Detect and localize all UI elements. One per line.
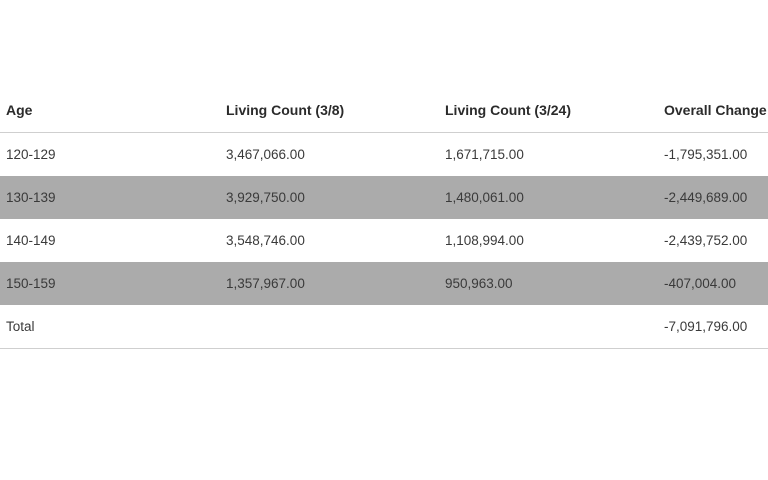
table-row <box>0 133 768 177</box>
living-count-table <box>0 88 768 349</box>
cell-age: 120-129 <box>6 147 56 162</box>
cell-living-count-3-8: 3,467,066.00 <box>226 147 305 162</box>
table-row <box>0 176 768 219</box>
data-table-container <box>0 88 768 349</box>
header-living-count-3-24: Living Count (3/24) <box>439 88 658 133</box>
cell-empty <box>439 305 658 349</box>
cell-living-count-3-24: 1,671,715.00 <box>445 147 524 162</box>
cell-living-count-3-24: 1,108,994.00 <box>445 233 524 248</box>
header-living-count-3-8: Living Count (3/8) <box>220 88 439 133</box>
cell-living-count-3-8: 3,548,746.00 <box>226 233 305 248</box>
cell-living-count-3-24: 1,480,061.00 <box>439 176 658 219</box>
cell-overall-change: -2,449,689.00 <box>658 176 768 219</box>
cell-empty <box>220 305 439 349</box>
cell-age: 150-159 <box>0 262 220 305</box>
header-overall-change: Overall Change <box>658 88 768 133</box>
header-age: Age <box>0 88 220 133</box>
cell-total-label: Total <box>0 305 220 349</box>
cell-overall-change: -2,439,752.00 <box>664 233 748 248</box>
cell-overall-change: -407,004.00 <box>658 262 768 305</box>
table-total-row <box>0 305 768 349</box>
cell-total-overall-change: -7,091,796.00 <box>658 305 768 349</box>
table-header-row <box>0 88 768 133</box>
cell-living-count-3-8: 1,357,967.00 <box>220 262 439 305</box>
cell-living-count-3-8: 3,929,750.00 <box>220 176 439 219</box>
cell-age: 130-139 <box>0 176 220 219</box>
table-row <box>0 219 768 262</box>
table-row <box>0 262 768 305</box>
cell-living-count-3-24: 950,963.00 <box>439 262 658 305</box>
cell-age: 140-149 <box>6 233 56 248</box>
cell-overall-change: -1,795,351.00 <box>664 147 748 162</box>
